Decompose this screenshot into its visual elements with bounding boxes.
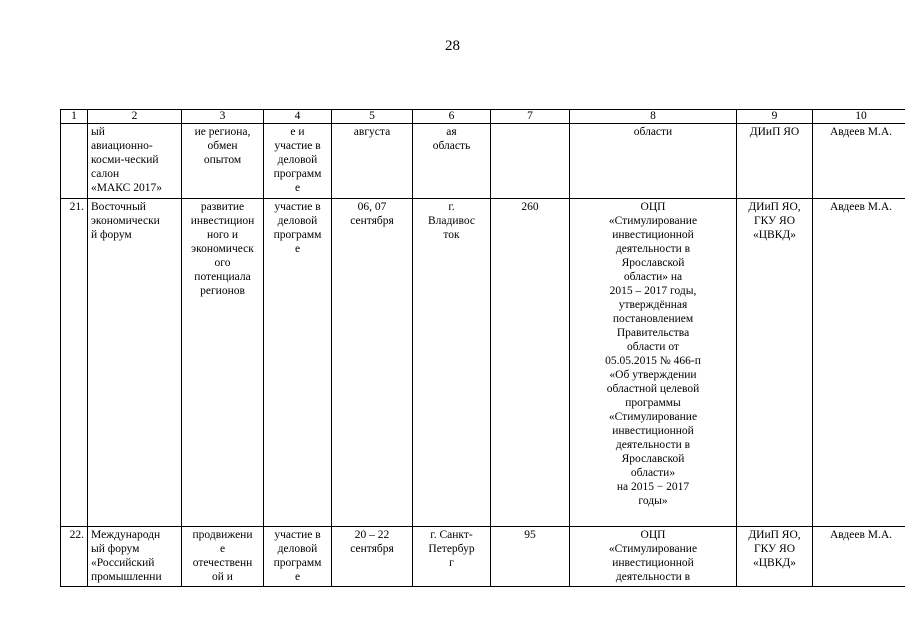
event-goal-line: опытом: [203, 154, 242, 166]
event-goal-line: ие региона,: [194, 126, 251, 138]
event-goal-line: продвижени: [192, 529, 253, 541]
funding-amount: [491, 124, 570, 199]
funding-source-line: области: [633, 126, 673, 138]
table-header-row: [61, 110, 905, 124]
participation-form-line: е и: [290, 126, 305, 138]
event-name-line: ый: [91, 126, 105, 138]
responsible-org-line: ГКУ ЯО: [753, 215, 796, 227]
responsible-org-line: «ЦВКД»: [753, 229, 796, 241]
funding-amount: 95: [491, 527, 570, 587]
event-name-line: Международн: [91, 529, 161, 541]
event-place-line: область: [432, 140, 471, 152]
funding-source-line: области»: [630, 467, 676, 479]
column-header: 3: [182, 110, 264, 124]
table-row: [61, 124, 905, 199]
event-goal: [182, 199, 264, 527]
funding-source-line: «Стимулирование: [608, 411, 698, 423]
funding-source-line: областной целевой: [606, 383, 700, 395]
event-name: [88, 199, 182, 527]
responsible-person: Авдеев М.А.: [813, 527, 905, 587]
funding-source-line: «Стимулирование: [608, 543, 698, 555]
funding-source-line: годы»: [638, 495, 668, 507]
funding-source-line: «Стимулирование: [608, 215, 698, 227]
event-goal-line: экономическ: [191, 243, 254, 255]
row-number: 21.: [61, 199, 88, 527]
event-date: [332, 124, 413, 199]
event-name-line: промышленни: [91, 571, 162, 583]
participation-form-line: е: [294, 182, 301, 194]
responsible-org-line: ДИиП ЯО: [749, 126, 800, 138]
funding-source-line: области» на: [623, 271, 683, 283]
event-date-line: 06, 07: [357, 201, 387, 213]
funding-source-line: «Об утверждении: [609, 369, 697, 381]
funding-source-line: области от: [627, 341, 679, 353]
event-name-line: косми-ческий: [91, 154, 159, 166]
event-goal-line: е: [219, 543, 226, 555]
participation-form-line: е: [294, 243, 301, 255]
funding-source-line: инвестиционной: [612, 557, 694, 569]
event-name: [88, 124, 182, 199]
event-date-line: августа: [353, 126, 391, 138]
participation-form: [264, 124, 332, 199]
event-place-line: ток: [443, 229, 460, 241]
event-place-line: г: [449, 557, 454, 569]
responsible-org-line: ДИиП ЯО,: [748, 529, 801, 541]
event-goal-line: ого: [214, 257, 231, 269]
column-header: 5: [332, 110, 413, 124]
event-name-line: «Российский: [91, 557, 155, 569]
funding-source: [570, 124, 737, 199]
page-number: 28: [445, 38, 460, 54]
responsible-org-line: «ЦВКД»: [753, 557, 796, 569]
event-goal-line: развитие: [200, 201, 245, 213]
table-row: [61, 527, 905, 587]
event-name-line: экономически: [91, 215, 160, 227]
events-plan-table: [60, 109, 905, 587]
table-row: [61, 199, 905, 527]
column-header: 2: [88, 110, 182, 124]
column-header: 8: [570, 110, 737, 124]
funding-source-line: Ярославской: [621, 453, 685, 465]
column-header: 10: [813, 110, 905, 124]
event-date-line: сентября: [350, 215, 394, 227]
participation-form-line: участие в: [274, 201, 321, 213]
event-name-line: «МАКС 2017»: [91, 182, 162, 194]
event-place: [413, 199, 491, 527]
event-place: [413, 527, 491, 587]
participation-form-line: деловой: [277, 543, 318, 555]
funding-source-line: на 2015 − 2017: [616, 481, 690, 493]
participation-form-line: деловой: [277, 154, 318, 166]
responsible-org: [737, 124, 813, 199]
participation-form-line: программ: [273, 229, 322, 241]
responsible-org: [737, 527, 813, 587]
column-header: 9: [737, 110, 813, 124]
event-name: [88, 527, 182, 587]
funding-source: [570, 199, 737, 527]
responsible-org-line: ГКУ ЯО: [753, 543, 796, 555]
participation-form-line: участие в: [274, 140, 321, 152]
column-header: 1: [61, 110, 88, 124]
event-goal: [182, 527, 264, 587]
responsible-person: Авдеев М.А.: [813, 124, 905, 199]
funding-source-line: 2015 – 2017 годы,: [609, 285, 697, 297]
event-goal-line: потенциала: [194, 271, 251, 283]
event-goal-line: инвестицион: [190, 215, 255, 227]
event-date-line: сентября: [350, 543, 394, 555]
participation-form-line: деловой: [277, 215, 318, 227]
event-name-line: салон: [91, 168, 120, 180]
funding-source-line: Правительства: [616, 327, 690, 339]
event-place-line: ая: [446, 126, 457, 138]
funding-source-line: программы: [625, 397, 681, 409]
responsible-org: [737, 199, 813, 527]
page-bottom-margin: [0, 600, 905, 640]
event-name-line: ый форум: [91, 543, 140, 555]
event-date-line: 20 – 22: [354, 529, 390, 541]
event-date: [332, 199, 413, 527]
funding-source-line: ОЦП: [640, 201, 666, 213]
funding-source-line: постановлением: [612, 313, 694, 325]
funding-amount: 260: [491, 199, 570, 527]
funding-source-line: Ярославской: [621, 257, 685, 269]
event-goal-line: регионов: [200, 285, 245, 297]
funding-source-line: деятельности в: [615, 439, 691, 451]
column-header: 7: [491, 110, 570, 124]
participation-form-line: е: [294, 571, 301, 583]
event-date: [332, 527, 413, 587]
row-number: 22.: [61, 527, 88, 587]
event-place-line: г. Санкт-: [430, 529, 473, 541]
funding-source-line: инвестиционной: [612, 425, 694, 437]
event-place-line: г.: [448, 201, 455, 213]
event-goal-line: отечественн: [192, 557, 253, 569]
funding-source-line: инвестиционной: [612, 229, 694, 241]
participation-form: [264, 199, 332, 527]
event-place: [413, 124, 491, 199]
event-place-line: Петербур: [428, 543, 475, 555]
event-goal-line: ного и: [206, 229, 239, 241]
event-place-line: Владивос: [427, 215, 475, 227]
participation-form-line: программ: [273, 168, 322, 180]
event-name-line: Восточный: [91, 201, 146, 213]
event-name-line: й форум: [91, 229, 132, 241]
responsible-org-line: ДИиП ЯО,: [748, 201, 801, 213]
column-header: 6: [413, 110, 491, 124]
column-header: 4: [264, 110, 332, 124]
participation-form: [264, 527, 332, 587]
participation-form-line: участие в: [274, 529, 321, 541]
event-name-line: авиационно-: [91, 140, 153, 152]
funding-source-line: ОЦП: [640, 529, 666, 541]
event-goal: [182, 124, 264, 199]
event-goal-line: ой и: [212, 571, 233, 583]
row-number: [61, 124, 88, 199]
funding-source: [570, 527, 737, 587]
funding-source-line: утверждённая: [618, 299, 688, 311]
participation-form-line: программ: [273, 557, 322, 569]
responsible-person: Авдеев М.А.: [813, 199, 905, 527]
funding-source-line: 05.05.2015 № 466-п: [605, 355, 701, 367]
funding-source-line: деятельности в: [615, 243, 691, 255]
funding-source-line: деятельности в: [615, 571, 691, 583]
event-goal-line: обмен: [207, 140, 238, 152]
